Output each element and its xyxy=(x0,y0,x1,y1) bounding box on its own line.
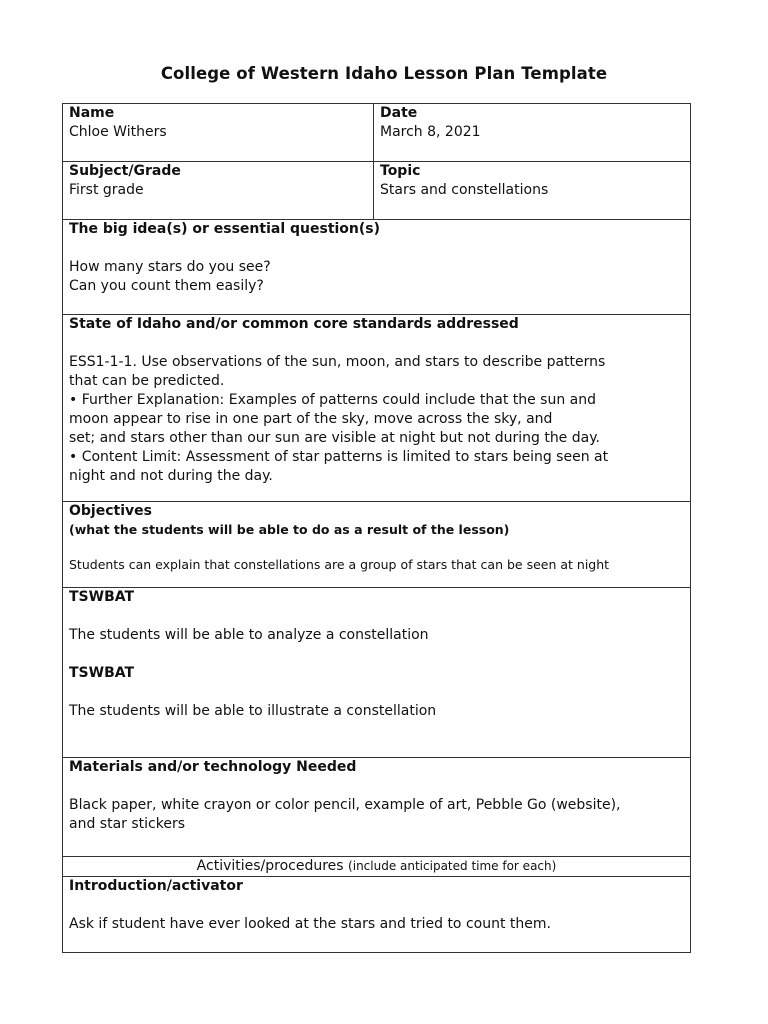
activities-row xyxy=(63,857,691,877)
materials-cell xyxy=(63,758,691,857)
objectives-text: Students can explain that constellations are a group of stars that can be seen at night xyxy=(69,557,610,572)
big-idea-line-2: Can you count them easily? xyxy=(69,278,264,294)
objectives-row xyxy=(63,502,691,588)
introduction-cell xyxy=(63,877,691,953)
materials-line-2: and star stickers xyxy=(69,816,185,832)
document-title: College of Western Idaho Lesson Plan Template xyxy=(160,64,608,83)
standards-cell xyxy=(63,315,691,502)
introduction-heading: Introduction/activator xyxy=(69,878,243,894)
standards-line-1: ESS1-1-1. Use observations of the sun, moon, and stars to describe patterns xyxy=(69,354,606,370)
date-cell xyxy=(374,104,691,162)
standards-line-6: • Content Limit: Assessment of star patterns is limited to stars being seen at xyxy=(69,449,609,465)
materials-row xyxy=(63,758,691,857)
introduction-row xyxy=(63,877,691,953)
tswbat-text-2: The students will be able to illustrate a constellation xyxy=(69,703,437,719)
objectives-cell xyxy=(63,502,691,588)
standards-row xyxy=(63,315,691,502)
big-idea-cell xyxy=(63,220,691,315)
standards-line-3: • Further Explanation: Examples of patterns could include that the sun and xyxy=(69,392,597,408)
big-idea-line-1: How many stars do you see? xyxy=(69,259,271,275)
subject-value: First grade xyxy=(69,182,144,198)
topic-value: Stars and constellations xyxy=(380,182,549,198)
name-value: Chloe Withers xyxy=(69,124,167,140)
standards-line-7: night and not during the day. xyxy=(69,468,273,484)
name-cell xyxy=(63,104,374,162)
introduction-text: Ask if student have ever looked at the stars and tried to count them. xyxy=(69,916,551,932)
standards-heading: State of Idaho and/or common core standards addressed xyxy=(69,316,519,332)
subject-topic-row xyxy=(63,162,691,220)
activities-note: (include anticipated time for each) xyxy=(348,859,557,873)
tswbat-text-1: The students will be able to analyze a constellation xyxy=(69,627,429,643)
standards-line-4: moon appear to rise in one part of the sky, move across the sky, and xyxy=(69,411,553,427)
activities-cell xyxy=(63,857,691,877)
standards-line-2: that can be predicted. xyxy=(69,373,225,389)
name-label: Name xyxy=(69,105,115,121)
tswbat-label-1: TSWBAT xyxy=(69,589,135,605)
subject-cell xyxy=(63,162,374,220)
objectives-subheading: (what the students will be able to do as a result of the lesson) xyxy=(69,522,510,537)
standards-line-5: set; and stars other than our sun are visible at night but not during the day. xyxy=(69,430,600,446)
name-date-row xyxy=(63,104,691,162)
tswbat-cell xyxy=(63,588,691,758)
date-label: Date xyxy=(380,105,418,121)
date-value: March 8, 2021 xyxy=(380,124,481,140)
big-idea-heading: The big idea(s) or essential question(s) xyxy=(69,221,381,237)
subject-label: Subject/Grade xyxy=(69,163,181,179)
lesson-plan-table xyxy=(62,103,691,953)
materials-line-1: Black paper, white crayon or color pencil, example of art, Pebble Go (website), xyxy=(69,797,621,813)
topic-cell xyxy=(374,162,691,220)
materials-heading: Materials and/or technology Needed xyxy=(69,759,357,775)
tswbat-row xyxy=(63,588,691,758)
objectives-heading: Objectives xyxy=(69,503,152,519)
big-idea-row xyxy=(63,220,691,315)
topic-label: Topic xyxy=(380,163,421,179)
tswbat-label-2: TSWBAT xyxy=(69,665,135,681)
activities-label: Activities/procedures xyxy=(196,858,344,874)
